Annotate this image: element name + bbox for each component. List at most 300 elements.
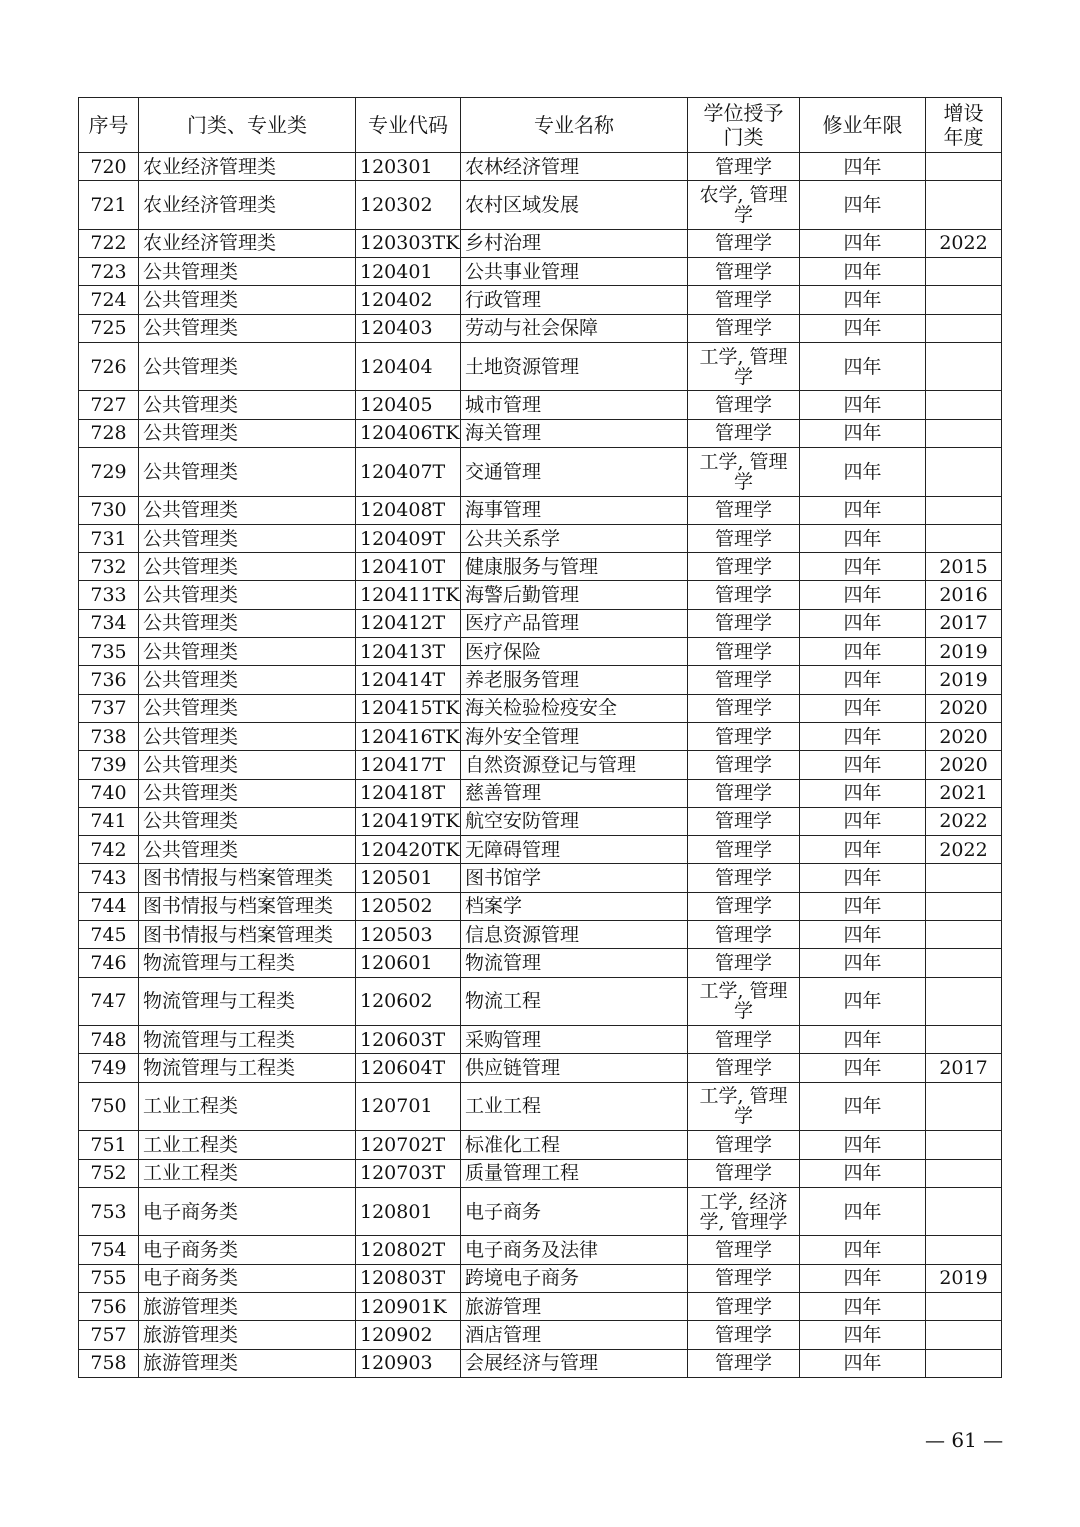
cell-degree xyxy=(688,229,800,257)
table-row xyxy=(79,258,1002,286)
cell-added: 2017 xyxy=(926,609,1002,637)
cell-seq: 732 xyxy=(79,553,139,581)
cell-name: 会展经济与管理 xyxy=(461,1349,688,1377)
cell-degree xyxy=(688,258,800,286)
table-row xyxy=(79,864,1002,892)
cell-degree xyxy=(688,342,800,391)
cell-years: 四年 xyxy=(800,1321,926,1349)
cell-years: 四年 xyxy=(800,553,926,581)
table-row xyxy=(79,448,1002,497)
cell-added: 2022 xyxy=(926,836,1002,864)
cell-category: 公共管理类 xyxy=(139,419,356,447)
cell-added xyxy=(926,496,1002,524)
cell-code: 120409T xyxy=(356,524,461,552)
cell-degree xyxy=(688,524,800,552)
degree-text: 管理学 xyxy=(714,422,772,445)
cell-years: 四年 xyxy=(800,694,926,722)
header-seq: 序号 xyxy=(79,98,139,153)
table-row xyxy=(79,666,1002,694)
cell-added xyxy=(926,524,1002,552)
cell-code: 120301 xyxy=(356,153,461,181)
cell-years: 四年 xyxy=(800,1264,926,1292)
table-row xyxy=(79,1264,1002,1292)
table-row xyxy=(79,638,1002,666)
degree-text: 管理学 xyxy=(714,527,772,550)
header-degree: 学位授予门类 xyxy=(688,98,800,153)
cell-name: 海外安全管理 xyxy=(461,722,688,750)
cell-code: 120902 xyxy=(356,1321,461,1349)
cell-years: 四年 xyxy=(800,977,926,1026)
table-row xyxy=(79,1349,1002,1377)
table-row xyxy=(79,391,1002,419)
degree-text: 管理学 xyxy=(714,612,772,635)
table-row xyxy=(79,779,1002,807)
cell-degree xyxy=(688,581,800,609)
degree-text: 管理学 xyxy=(714,753,772,776)
cell-code: 120901K xyxy=(356,1292,461,1320)
cell-added xyxy=(926,448,1002,497)
cell-name: 慈善管理 xyxy=(461,779,688,807)
table-row xyxy=(79,581,1002,609)
cell-code: 120417T xyxy=(356,751,461,779)
cell-category: 公共管理类 xyxy=(139,751,356,779)
degree-text: 工学, 管理学 xyxy=(699,450,788,493)
cell-code: 120502 xyxy=(356,892,461,920)
cell-category: 公共管理类 xyxy=(139,694,356,722)
cell-degree xyxy=(688,1026,800,1054)
degree-text: 管理学 xyxy=(714,1352,772,1375)
cell-category: 公共管理类 xyxy=(139,836,356,864)
cell-code: 120410T xyxy=(356,553,461,581)
degree-text: 管理学 xyxy=(714,838,772,861)
cell-degree xyxy=(688,1082,800,1131)
cell-seq: 740 xyxy=(79,779,139,807)
table-row xyxy=(79,286,1002,314)
cell-seq: 725 xyxy=(79,314,139,342)
cell-added: 2021 xyxy=(926,779,1002,807)
cell-code: 120701 xyxy=(356,1082,461,1131)
degree-text: 管理学 xyxy=(714,1295,772,1318)
cell-code: 120903 xyxy=(356,1349,461,1377)
cell-name: 农村区域发展 xyxy=(461,181,688,230)
degree-text: 管理学 xyxy=(714,1323,772,1346)
cell-category: 公共管理类 xyxy=(139,286,356,314)
cell-name: 交通管理 xyxy=(461,448,688,497)
cell-degree xyxy=(688,638,800,666)
cell-added xyxy=(926,1236,1002,1264)
cell-seq: 726 xyxy=(79,342,139,391)
table-row xyxy=(79,1292,1002,1320)
degree-text: 管理学 xyxy=(714,867,772,890)
cell-degree xyxy=(688,448,800,497)
cell-category: 电子商务类 xyxy=(139,1187,356,1236)
table-row xyxy=(79,1054,1002,1082)
degree-text: 管理学 xyxy=(714,260,772,283)
cell-degree xyxy=(688,1159,800,1187)
degree-text: 管理学 xyxy=(714,289,772,312)
table-row xyxy=(79,949,1002,977)
cell-added xyxy=(926,977,1002,1026)
table-body xyxy=(79,153,1002,1378)
cell-code: 120412T xyxy=(356,609,461,637)
cell-years: 四年 xyxy=(800,836,926,864)
cell-added: 2019 xyxy=(926,638,1002,666)
cell-years: 四年 xyxy=(800,609,926,637)
cell-code: 120413T xyxy=(356,638,461,666)
cell-category: 工业工程类 xyxy=(139,1159,356,1187)
cell-seq: 752 xyxy=(79,1159,139,1187)
cell-code: 120401 xyxy=(356,258,461,286)
cell-category: 电子商务类 xyxy=(139,1236,356,1264)
table-row xyxy=(79,722,1002,750)
cell-code: 120418T xyxy=(356,779,461,807)
table-row xyxy=(79,892,1002,920)
cell-category: 公共管理类 xyxy=(139,314,356,342)
cell-degree xyxy=(688,892,800,920)
cell-name: 物流工程 xyxy=(461,977,688,1026)
cell-category: 公共管理类 xyxy=(139,666,356,694)
table-row xyxy=(79,1131,1002,1159)
cell-code: 120702T xyxy=(356,1131,461,1159)
degree-text: 工学, 管理学 xyxy=(699,345,788,388)
cell-code: 120303TK xyxy=(356,229,461,257)
cell-years: 四年 xyxy=(800,1082,926,1131)
degree-text: 管理学 xyxy=(714,232,772,255)
cell-added xyxy=(926,286,1002,314)
cell-seq: 747 xyxy=(79,977,139,1026)
cell-category: 农业经济管理类 xyxy=(139,153,356,181)
cell-years: 四年 xyxy=(800,314,926,342)
cell-code: 120403 xyxy=(356,314,461,342)
degree-text: 管理学 xyxy=(714,669,772,691)
cell-name: 电子商务及法律 xyxy=(461,1236,688,1264)
cell-seq: 737 xyxy=(79,694,139,722)
cell-added xyxy=(926,921,1002,949)
cell-years: 四年 xyxy=(800,779,926,807)
cell-code: 120414T xyxy=(356,666,461,694)
cell-seq: 758 xyxy=(79,1349,139,1377)
cell-seq: 746 xyxy=(79,949,139,977)
cell-name: 信息资源管理 xyxy=(461,921,688,949)
cell-years: 四年 xyxy=(800,581,926,609)
cell-category: 公共管理类 xyxy=(139,258,356,286)
cell-added xyxy=(926,1349,1002,1377)
cell-code: 120406TK xyxy=(356,419,461,447)
table-header-row xyxy=(79,98,1002,153)
table-row xyxy=(79,229,1002,257)
cell-code: 120404 xyxy=(356,342,461,391)
cell-seq: 730 xyxy=(79,496,139,524)
cell-category: 物流管理与工程类 xyxy=(139,977,356,1026)
cell-category: 公共管理类 xyxy=(139,581,356,609)
cell-seq: 741 xyxy=(79,807,139,835)
table-row xyxy=(79,1187,1002,1236)
degree-text: 管理学 xyxy=(714,782,772,805)
degree-text: 管理学 xyxy=(714,697,772,720)
cell-name: 医疗产品管理 xyxy=(461,609,688,637)
cell-code: 120501 xyxy=(356,864,461,892)
cell-added: 2020 xyxy=(926,751,1002,779)
cell-name: 无障碍管理 xyxy=(461,836,688,864)
cell-degree xyxy=(688,496,800,524)
cell-name: 图书馆学 xyxy=(461,864,688,892)
cell-seq: 731 xyxy=(79,524,139,552)
cell-years: 四年 xyxy=(800,524,926,552)
cell-seq: 757 xyxy=(79,1321,139,1349)
cell-seq: 738 xyxy=(79,722,139,750)
cell-degree xyxy=(688,286,800,314)
degree-text: 管理学 xyxy=(714,1028,772,1051)
cell-category: 电子商务类 xyxy=(139,1264,356,1292)
cell-code: 120302 xyxy=(356,181,461,230)
cell-name: 航空安防管理 xyxy=(461,807,688,835)
cell-years: 四年 xyxy=(800,448,926,497)
cell-degree xyxy=(688,1236,800,1264)
cell-years: 四年 xyxy=(800,229,926,257)
cell-seq: 721 xyxy=(79,181,139,230)
cell-degree xyxy=(688,609,800,637)
cell-years: 四年 xyxy=(800,258,926,286)
cell-degree xyxy=(688,153,800,181)
cell-added: 2020 xyxy=(926,722,1002,750)
cell-years: 四年 xyxy=(800,892,926,920)
table-row xyxy=(79,419,1002,447)
cell-degree xyxy=(688,181,800,230)
degree-text: 管理学 xyxy=(714,1057,772,1080)
cell-seq: 723 xyxy=(79,258,139,286)
degree-text: 管理学 xyxy=(714,1162,772,1185)
cell-seq: 728 xyxy=(79,419,139,447)
cell-code: 120407T xyxy=(356,448,461,497)
cell-added: 2017 xyxy=(926,1054,1002,1082)
cell-category: 公共管理类 xyxy=(139,448,356,497)
cell-degree xyxy=(688,864,800,892)
degree-text: 管理学 xyxy=(714,895,772,918)
cell-name: 旅游管理 xyxy=(461,1292,688,1320)
header-years: 修业年限 xyxy=(800,98,926,153)
cell-years: 四年 xyxy=(800,1187,926,1236)
cell-degree xyxy=(688,553,800,581)
degree-text: 工学, 管理学 xyxy=(699,980,788,1023)
table-row xyxy=(79,609,1002,637)
cell-name: 海关管理 xyxy=(461,419,688,447)
cell-added xyxy=(926,892,1002,920)
cell-degree xyxy=(688,1321,800,1349)
table-row xyxy=(79,977,1002,1026)
table-row xyxy=(79,1082,1002,1131)
cell-seq: 749 xyxy=(79,1054,139,1082)
degree-text: 管理学 xyxy=(714,810,772,833)
cell-name: 医疗保险 xyxy=(461,638,688,666)
cell-name: 海关检验检疫安全 xyxy=(461,694,688,722)
cell-name: 公共关系学 xyxy=(461,524,688,552)
cell-category: 公共管理类 xyxy=(139,609,356,637)
cell-added xyxy=(926,1082,1002,1131)
cell-added xyxy=(926,1131,1002,1159)
cell-seq: 734 xyxy=(79,609,139,637)
cell-seq: 754 xyxy=(79,1236,139,1264)
cell-seq: 739 xyxy=(79,751,139,779)
cell-category: 公共管理类 xyxy=(139,807,356,835)
cell-years: 四年 xyxy=(800,286,926,314)
cell-years: 四年 xyxy=(800,921,926,949)
degree-text: 管理学 xyxy=(714,1267,772,1290)
table-row xyxy=(79,1236,1002,1264)
cell-seq: 742 xyxy=(79,836,139,864)
cell-name: 质量管理工程 xyxy=(461,1159,688,1187)
cell-added xyxy=(926,391,1002,419)
cell-category: 图书情报与档案管理类 xyxy=(139,864,356,892)
cell-name: 劳动与社会保障 xyxy=(461,314,688,342)
cell-category: 旅游管理类 xyxy=(139,1292,356,1320)
cell-name: 档案学 xyxy=(461,892,688,920)
cell-category: 公共管理类 xyxy=(139,553,356,581)
cell-code: 120603T xyxy=(356,1026,461,1054)
cell-seq: 720 xyxy=(79,153,139,181)
cell-added xyxy=(926,258,1002,286)
cell-code: 120408T xyxy=(356,496,461,524)
degree-text: 管理学 xyxy=(714,317,772,340)
cell-code: 120601 xyxy=(356,949,461,977)
cell-degree xyxy=(688,1264,800,1292)
cell-name: 跨境电子商务 xyxy=(461,1264,688,1292)
cell-code: 120405 xyxy=(356,391,461,419)
cell-added: 2022 xyxy=(926,807,1002,835)
cell-name: 电子商务 xyxy=(461,1187,688,1236)
cell-category: 旅游管理类 xyxy=(139,1321,356,1349)
header-added: 增设年度 xyxy=(926,98,1002,153)
cell-years: 四年 xyxy=(800,1292,926,1320)
cell-seq: 735 xyxy=(79,638,139,666)
cell-category: 工业工程类 xyxy=(139,1082,356,1131)
cell-added xyxy=(926,181,1002,230)
table-row xyxy=(79,836,1002,864)
cell-years: 四年 xyxy=(800,1026,926,1054)
header-category: 门类、专业类 xyxy=(139,98,356,153)
cell-seq: 753 xyxy=(79,1187,139,1236)
cell-added: 2019 xyxy=(926,1264,1002,1292)
cell-years: 四年 xyxy=(800,419,926,447)
cell-degree xyxy=(688,314,800,342)
cell-years: 四年 xyxy=(800,1054,926,1082)
cell-degree xyxy=(688,1292,800,1320)
cell-name: 土地资源管理 xyxy=(461,342,688,391)
cell-code: 120411TK xyxy=(356,581,461,609)
page-number: — 61 — xyxy=(925,1428,1004,1452)
cell-category: 公共管理类 xyxy=(139,524,356,552)
cell-seq: 755 xyxy=(79,1264,139,1292)
cell-degree xyxy=(688,1187,800,1236)
cell-years: 四年 xyxy=(800,181,926,230)
degree-text: 管理学 xyxy=(714,1238,772,1261)
cell-code: 120402 xyxy=(356,286,461,314)
cell-degree xyxy=(688,666,800,694)
cell-category: 物流管理与工程类 xyxy=(139,1026,356,1054)
cell-seq: 745 xyxy=(79,921,139,949)
cell-name: 供应链管理 xyxy=(461,1054,688,1082)
cell-degree xyxy=(688,694,800,722)
cell-years: 四年 xyxy=(800,1349,926,1377)
cell-added xyxy=(926,949,1002,977)
cell-degree xyxy=(688,419,800,447)
cell-name: 自然资源登记与管理 xyxy=(461,751,688,779)
cell-added: 2020 xyxy=(926,694,1002,722)
cell-name: 农林经济管理 xyxy=(461,153,688,181)
cell-code: 120416TK xyxy=(356,722,461,750)
cell-category: 旅游管理类 xyxy=(139,1349,356,1377)
cell-name: 工业工程 xyxy=(461,1082,688,1131)
cell-seq: 756 xyxy=(79,1292,139,1320)
cell-added: 2016 xyxy=(926,581,1002,609)
cell-name: 物流管理 xyxy=(461,949,688,977)
cell-degree xyxy=(688,779,800,807)
table-row xyxy=(79,496,1002,524)
cell-degree xyxy=(688,1054,800,1082)
cell-years: 四年 xyxy=(800,949,926,977)
cell-category: 公共管理类 xyxy=(139,722,356,750)
cell-degree xyxy=(688,1349,800,1377)
cell-category: 工业工程类 xyxy=(139,1131,356,1159)
table-row xyxy=(79,153,1002,181)
cell-years: 四年 xyxy=(800,1131,926,1159)
table-row xyxy=(79,1026,1002,1054)
cell-code: 120415TK xyxy=(356,694,461,722)
cell-code: 120604T xyxy=(356,1054,461,1082)
cell-added xyxy=(926,1026,1002,1054)
cell-years: 四年 xyxy=(800,1236,926,1264)
cell-name: 乡村治理 xyxy=(461,229,688,257)
cell-name: 标准化工程 xyxy=(461,1131,688,1159)
cell-added: 2015 xyxy=(926,553,1002,581)
degree-text: 管理学 xyxy=(714,951,772,974)
cell-added xyxy=(926,1321,1002,1349)
degree-text: 管理学 xyxy=(714,640,772,663)
cell-added: 2019 xyxy=(926,666,1002,694)
cell-seq: 724 xyxy=(79,286,139,314)
cell-seq: 729 xyxy=(79,448,139,497)
cell-code: 120801 xyxy=(356,1187,461,1236)
degree-text: 工学, 管理学 xyxy=(699,1085,788,1128)
degree-text: 管理学 xyxy=(714,1133,772,1156)
degree-text: 管理学 xyxy=(714,725,772,748)
cell-name: 健康服务与管理 xyxy=(461,553,688,581)
cell-added xyxy=(926,419,1002,447)
cell-code: 120602 xyxy=(356,977,461,1026)
table-row xyxy=(79,524,1002,552)
cell-category: 公共管理类 xyxy=(139,779,356,807)
cell-added xyxy=(926,1292,1002,1320)
cell-category: 农业经济管理类 xyxy=(139,181,356,230)
cell-added xyxy=(926,314,1002,342)
majors-table xyxy=(78,97,1002,1378)
degree-text: 管理学 xyxy=(714,555,772,578)
cell-degree xyxy=(688,836,800,864)
cell-added: 2022 xyxy=(926,229,1002,257)
cell-seq: 744 xyxy=(79,892,139,920)
degree-text: 管理学 xyxy=(714,394,772,417)
cell-name: 养老服务管理 xyxy=(461,666,688,694)
cell-code: 120420TK xyxy=(356,836,461,864)
cell-degree xyxy=(688,751,800,779)
cell-added xyxy=(926,1159,1002,1187)
cell-degree xyxy=(688,391,800,419)
table-row xyxy=(79,751,1002,779)
table-row xyxy=(79,342,1002,391)
cell-seq: 751 xyxy=(79,1131,139,1159)
cell-seq: 722 xyxy=(79,229,139,257)
cell-years: 四年 xyxy=(800,722,926,750)
degree-text: 管理学 xyxy=(714,155,772,178)
